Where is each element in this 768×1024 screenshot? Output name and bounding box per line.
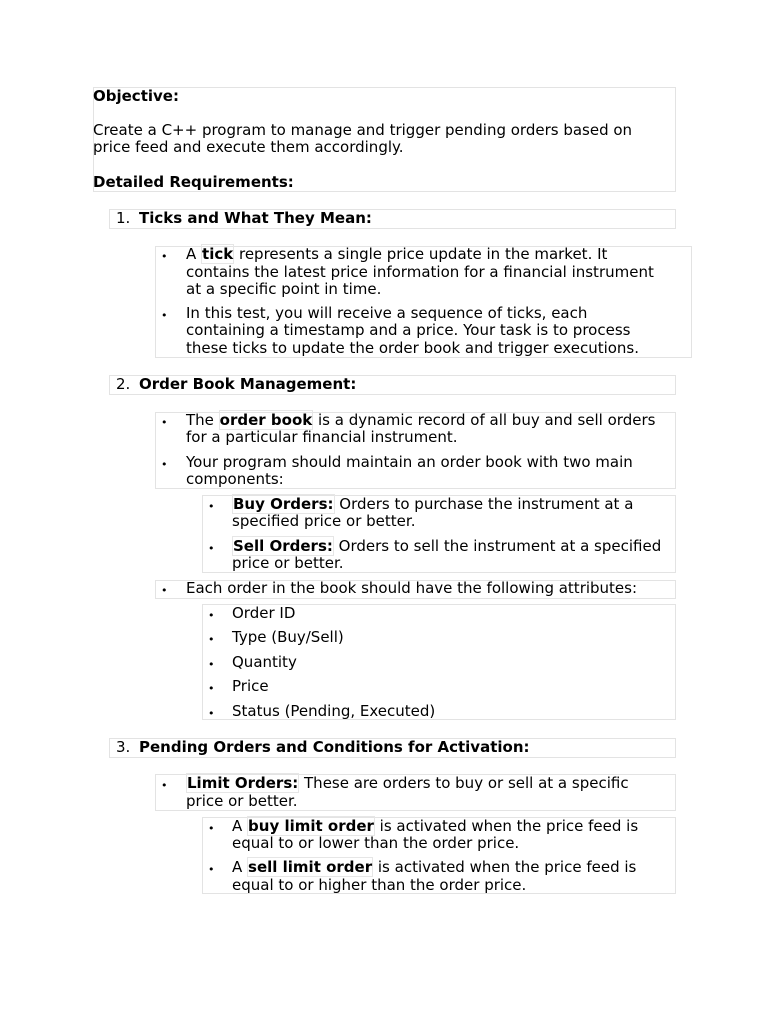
bullet-icon: •	[208, 863, 215, 876]
list-item: In this test, you will receive a sequence of ticks, each	[186, 304, 588, 322]
attribute-item: Type (Buy/Sell)	[232, 628, 344, 646]
list-item-cont: containing a timestamp and a price. Your task is to process	[186, 321, 631, 339]
list-item-cont: for a particular financial instrument.	[186, 428, 458, 446]
attribute-item: Quantity	[232, 653, 297, 671]
section-1-number: 1.	[116, 209, 131, 227]
bullet-icon: •	[208, 633, 215, 646]
bullet-icon: •	[208, 500, 215, 513]
bullet-icon: •	[208, 822, 215, 835]
list-item-cont: contains the latest price information for a financial instrument	[186, 263, 654, 281]
section-1-title: Ticks and What They Mean:	[139, 209, 372, 227]
bullet-icon: •	[161, 584, 168, 597]
list-item-cont: price or better.	[232, 554, 344, 572]
list-item: Your program should maintain an order book with two main	[186, 453, 633, 471]
bullet-icon: •	[161, 458, 168, 471]
attribute-item: Status (Pending, Executed)	[232, 702, 436, 720]
bullet-icon: •	[161, 416, 168, 429]
bullet-icon: •	[208, 542, 215, 555]
list-item: Limit Orders: These are orders to buy or sell at a specific	[187, 774, 629, 792]
section-3-title: Pending Orders and Conditions for Activation:	[139, 738, 530, 756]
requirements-heading: Detailed Requirements:	[93, 173, 294, 191]
list-item: A sell limit order is activated when the price feed is	[232, 858, 637, 876]
list-item-cont: equal to or higher than the order price.	[232, 876, 527, 894]
bullet-icon: •	[161, 250, 168, 263]
list-item-cont: these ticks to update the order book and trigger executions.	[186, 339, 640, 357]
section-3-number: 3.	[116, 738, 131, 756]
list-item: The order book is a dynamic record of all buy and sell orders	[186, 411, 656, 429]
bullet-icon: •	[208, 658, 215, 671]
list-item-cont: price or better.	[186, 792, 298, 810]
list-item-cont: specified price or better.	[232, 512, 416, 530]
list-item: A buy limit order is activated when the price feed is	[232, 817, 639, 835]
attribute-item: Price	[232, 677, 269, 695]
attribute-item: Order ID	[232, 604, 296, 622]
list-item: A tick represents a single price update in the market. It	[186, 245, 608, 263]
section-2-number: 2.	[116, 375, 131, 393]
list-item-cont: equal to or lower than the order price.	[232, 834, 520, 852]
list-item: Buy Orders: Orders to purchase the instrument at a	[233, 495, 634, 513]
bullet-icon: •	[208, 609, 215, 622]
list-item: Sell Orders: Orders to sell the instrument at a specified	[233, 537, 662, 555]
bullet-icon: •	[161, 779, 168, 792]
bullet-icon: •	[208, 707, 215, 720]
bullet-icon: •	[208, 682, 215, 695]
objective-heading: Objective:	[93, 87, 179, 105]
list-item-cont: at a specific point in time.	[186, 280, 382, 298]
objective-line-1: Create a C++ program to manage and trigger pending orders based on	[93, 121, 633, 139]
objective-line-2: price feed and execute them accordingly.	[93, 138, 404, 156]
bullet-icon: •	[161, 309, 168, 322]
list-item-cont: components:	[186, 470, 284, 488]
attributes-intro: Each order in the book should have the following attributes:	[186, 579, 638, 597]
section-2-title: Order Book Management:	[139, 375, 357, 393]
